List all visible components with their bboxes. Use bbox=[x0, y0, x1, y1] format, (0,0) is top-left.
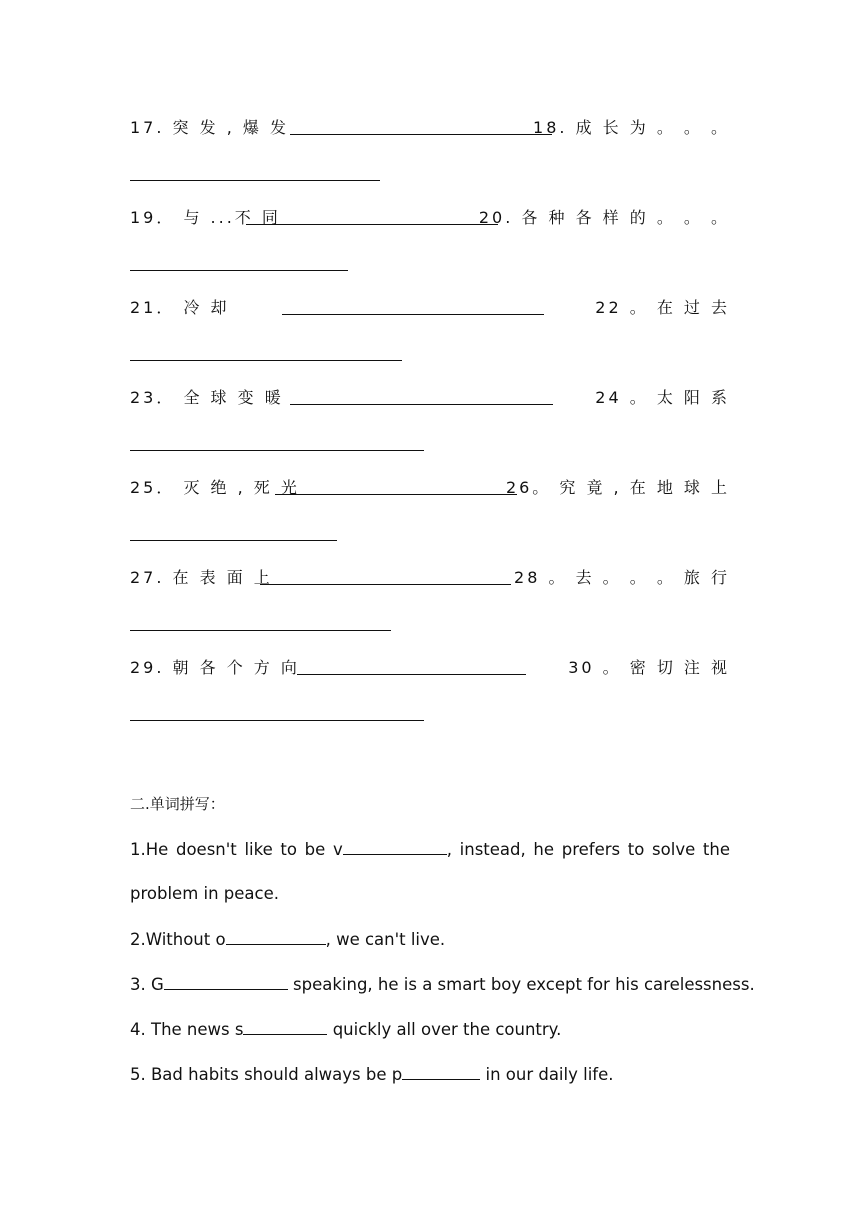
sentence-4-before: 4. The news s bbox=[130, 1020, 244, 1039]
sentence-3-before: 3. G bbox=[130, 975, 164, 994]
phrase-18-label: 18. 成 长 为 。 。 。 bbox=[533, 118, 730, 137]
sentence-1-before: 1.He doesn't like to be v bbox=[130, 840, 343, 859]
phrase-26-blank[interactable] bbox=[130, 540, 337, 541]
sentence-4-blank[interactable] bbox=[243, 1016, 327, 1035]
phrase-row bbox=[130, 473, 730, 503]
phrase-27-label: 27. 在 表 面 上 bbox=[130, 568, 273, 587]
phrase-27-blank[interactable] bbox=[260, 584, 511, 585]
sentence-5-before: 5. Bad habits should always be p bbox=[130, 1065, 403, 1084]
phrase-20-blank[interactable] bbox=[130, 270, 348, 271]
phrase-19-label: 19． 与 ...不 同 bbox=[130, 208, 281, 227]
sentence-2-after: , we can't live. bbox=[325, 930, 446, 949]
sentence-5 bbox=[130, 1061, 730, 1088]
sentence-4-after: quickly all over the country. bbox=[327, 1020, 562, 1039]
phrase-22-blank[interactable] bbox=[130, 360, 402, 361]
phrase-28-blank[interactable] bbox=[130, 630, 391, 631]
sentence-2 bbox=[130, 926, 730, 953]
phrase-29-blank[interactable] bbox=[297, 674, 526, 675]
sentence-1-blank[interactable] bbox=[343, 836, 447, 855]
phrase-26-label: 26。 究 竟 , 在 地 球 上 bbox=[505, 478, 730, 497]
sentence-3-after: speaking, he is a smart boy except for his carelessness. bbox=[287, 975, 755, 994]
phrase-21-label: 21． 冷 却 bbox=[130, 298, 230, 317]
phrase-28-label: 28 。 去 。 。 。 旅 行 bbox=[514, 568, 730, 587]
phrase-19-blank[interactable] bbox=[246, 224, 498, 225]
sentence-1-after: , instead, he prefers to solve the bbox=[446, 840, 730, 859]
phrase-25-label: 25． 灭 绝 , 死 光 bbox=[130, 478, 300, 497]
phrase-30-blank[interactable] bbox=[130, 720, 424, 721]
phrase-20-label: 20. 各 种 各 样 的 。 。 。 bbox=[478, 208, 730, 227]
phrase-row bbox=[130, 203, 730, 233]
sentence-5-after: in our daily life. bbox=[480, 1065, 614, 1084]
sentence-2-blank[interactable] bbox=[226, 926, 326, 945]
phrase-29-label: 29. 朝 各 个 方 向 bbox=[130, 658, 300, 677]
phrase-22-label: 22 。 在 过 去 bbox=[595, 298, 730, 317]
phrase-row bbox=[130, 293, 730, 323]
phrase-21-blank[interactable] bbox=[282, 314, 544, 315]
phrase-17-label: 17. 突 发 , 爆 发 bbox=[130, 118, 289, 137]
phrase-24-blank[interactable] bbox=[130, 450, 424, 451]
phrase-row bbox=[130, 653, 730, 683]
phrase-row bbox=[130, 113, 730, 143]
phrase-17-blank[interactable] bbox=[290, 134, 552, 135]
phrase-25-blank[interactable] bbox=[275, 494, 517, 495]
section-2-title: 二.单词拼写： bbox=[130, 795, 225, 813]
phrase-23-label: 23． 全 球 变 暖 bbox=[130, 388, 284, 407]
sentence-1-cont: problem in peace. bbox=[130, 884, 280, 903]
phrase-18-blank[interactable] bbox=[130, 180, 380, 181]
phrase-row bbox=[130, 383, 730, 413]
phrase-30-label: 30 。 密 切 注 视 bbox=[568, 658, 730, 677]
phrase-24-label: 24 。 太 阳 系 bbox=[595, 388, 730, 407]
phrase-23-blank[interactable] bbox=[290, 404, 553, 405]
sentence-3 bbox=[130, 971, 755, 998]
phrase-row bbox=[130, 563, 730, 593]
sentence-5-blank[interactable] bbox=[402, 1061, 480, 1080]
sentence-3-blank[interactable] bbox=[164, 971, 288, 990]
sentence-1 bbox=[130, 836, 730, 863]
sentence-4 bbox=[130, 1016, 730, 1043]
sentence-2-before: 2.Without o bbox=[130, 930, 226, 949]
